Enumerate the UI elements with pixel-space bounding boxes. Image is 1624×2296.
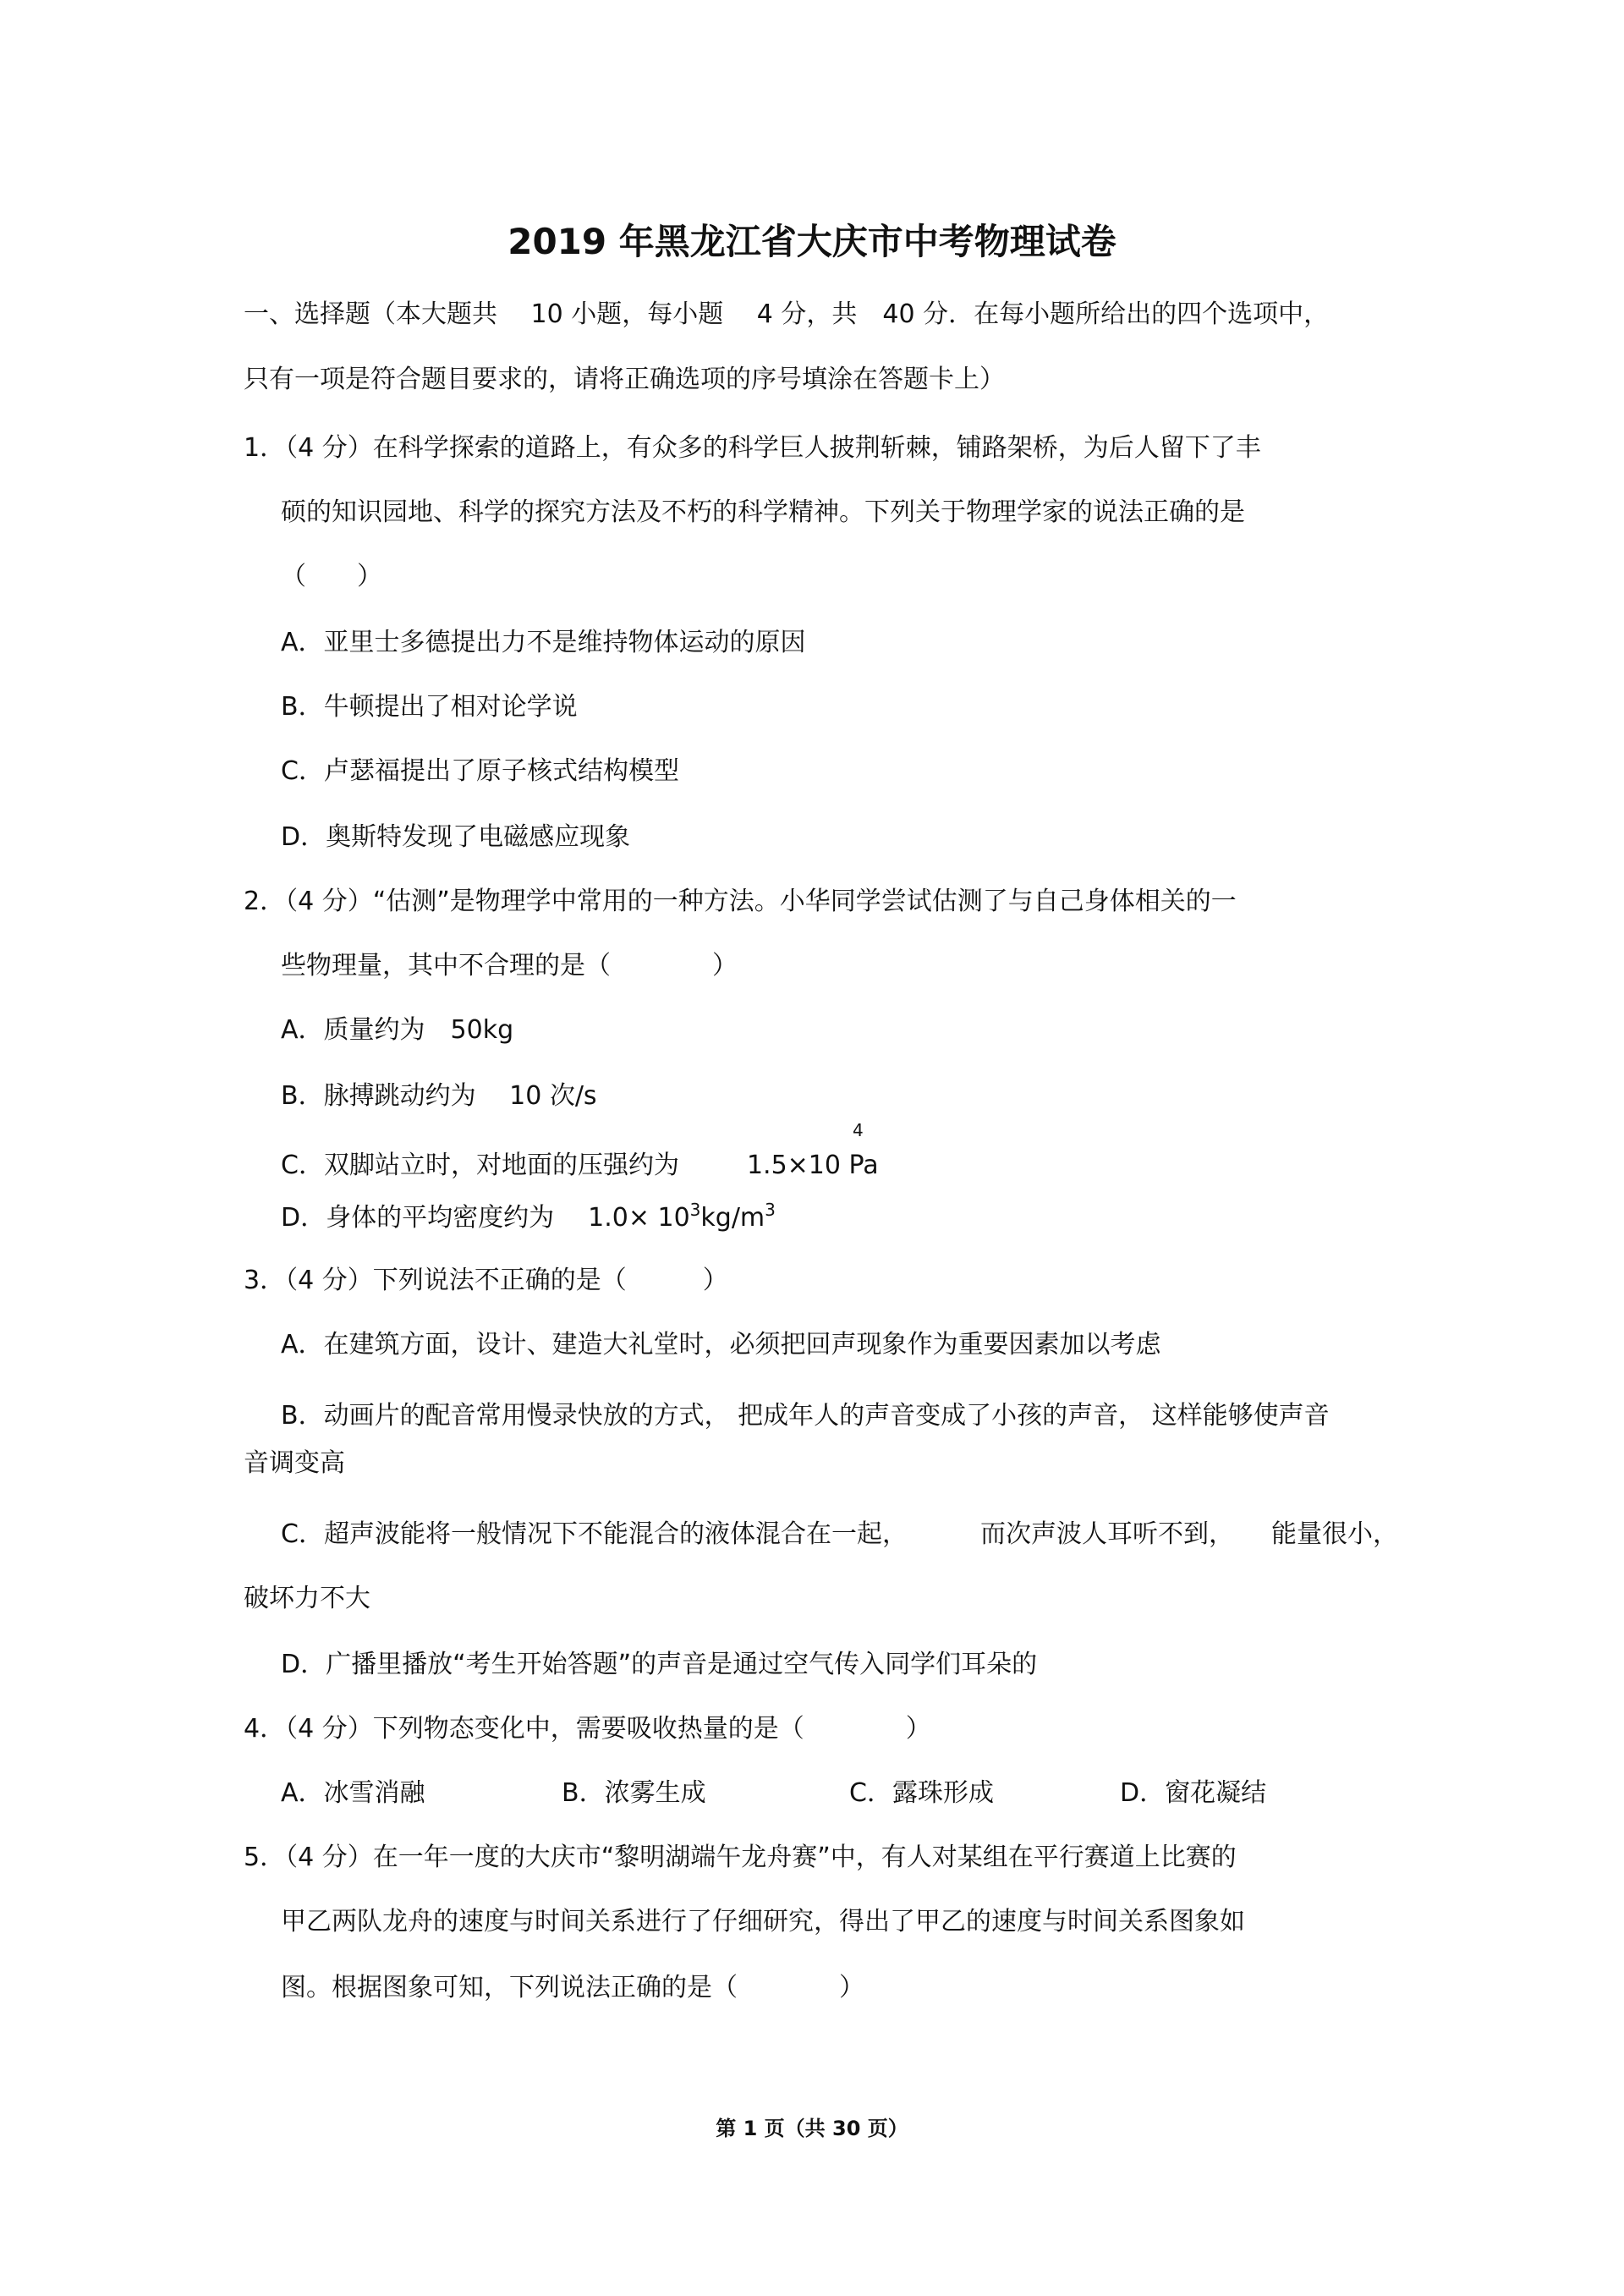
q1-option-a: A．亚里士多德提出力不是维持物体运动的原因 [281,628,806,657]
q3-option-d: D．广播里播放“考生开始答题”的声音是通过空气传入同学们耳朵的 [281,1650,1038,1679]
q2-option-d-text: D．身体的平均密度约为 [281,1203,555,1233]
q2-option-d-value-b: kg/m [700,1203,765,1233]
q5-stem-line2: 甲乙两队龙舟的速度与时间关系进行了仔细研究，得出了甲乙的速度与时间关系图象如 [281,1907,1245,1936]
q2-option-c-text: C．双脚站立时，对地面的压强约为 [281,1151,679,1180]
q2-stem-line1: 2．（4 分）“估测”是物理学中常用的一种方法。小华同学尝试估测了与自己身体相关的一 [244,887,1237,916]
q2-stem-line2: 些物理量，其中不合理的是（ ） [281,951,738,980]
q2-option-c-value: 1.5×10 Pa [746,1151,879,1180]
q3-option-c-part2: 而次声波人耳听不到， [979,1519,1234,1549]
page-footer: 第 1 页（共 30 页） [716,2117,908,2140]
q5-stem-line1: 5．（4 分）在一年一度的大庆市“黎明湖端午龙舟赛”中，有人对某组在平行赛道上比赛的 [244,1843,1237,1872]
q3-option-b-line2: 音调变高 [244,1448,345,1478]
q1-stem-line2: 硕的知识园地、科学的探究方法及不朽的科学精神。下列关于物理学家的说法正确的是 [281,497,1245,527]
q1-option-b: B．牛顿提出了相对论学说 [281,692,578,722]
q2-option-b: B．脉搏跳动约为 10 次/s [281,1081,597,1111]
q3-option-a: A．在建筑方面，设计、建造大礼堂时，必须把回声现象作为重要因素加以考虑 [281,1330,1161,1359]
q2-option-d [281,1201,776,1235]
q3-option-c-line2: 破坏力不大 [244,1584,370,1613]
q1-answer-blank: （ ） [281,562,382,591]
page-title: 2019 年黑龙江省大庆市中考物理试卷 [508,221,1116,262]
q3-option-b-line1: B．动画片的配音常用慢录快放的方式， 把成年人的声音变成了小孩的声音， 这样能够使声音 [281,1401,1330,1431]
q4-option-a: A．冰雪消融 [281,1778,425,1808]
section-heading-line2: 只有一项是符合题目要求的，请将正确选项的序号填涂在答题卡上） [244,365,1005,394]
q2-option-c-exponent: 4 [853,1120,864,1140]
q1-option-d: D．奥斯特发现了电磁感应现象 [281,822,631,852]
q4-option-c: C．露珠形成 [849,1778,994,1808]
q1-stem-line1: 1．（4 分）在科学探索的道路上，有众多的科学巨人披荆斩棘，铺路架桥，为后人留下了丰 [244,433,1261,463]
q3-option-c-part3: 能量很小， [1270,1519,1398,1549]
q2-option-d-exp1: 3 [689,1200,701,1220]
q5-stem-line3: 图。根据图象可知，下列说法正确的是（ ） [281,1973,864,2002]
q2-option-d-exp2: 3 [765,1200,776,1220]
q3-stem: 3．（4 分）下列说法不正确的是（ ） [244,1266,728,1295]
q2-option-c [281,1149,879,1183]
q1-option-c: C．卢瑟福提出了原子核式结构模型 [281,756,679,786]
q3-option-c-line1 [281,1518,1398,1552]
q4-option-b: B．浓雾生成 [562,1778,706,1808]
q3-option-c-part1: C．超声波能将一般情况下不能混合的液体混合在一起， [281,1519,908,1549]
section-heading-line1: 一、选择题（本大题共 10 小题，每小题 4 分，共 40 分．在每小题所给出的四个选项中， [244,299,1330,329]
q4-stem: 4．（4 分）下列物态变化中，需要吸收热量的是（ ） [244,1714,931,1744]
q2-option-d-value-a: 1.0× 10 [588,1203,690,1233]
q2-option-a: A．质量约为 50kg [281,1015,514,1045]
q4-option-d: D．窗花凝结 [1120,1778,1267,1808]
